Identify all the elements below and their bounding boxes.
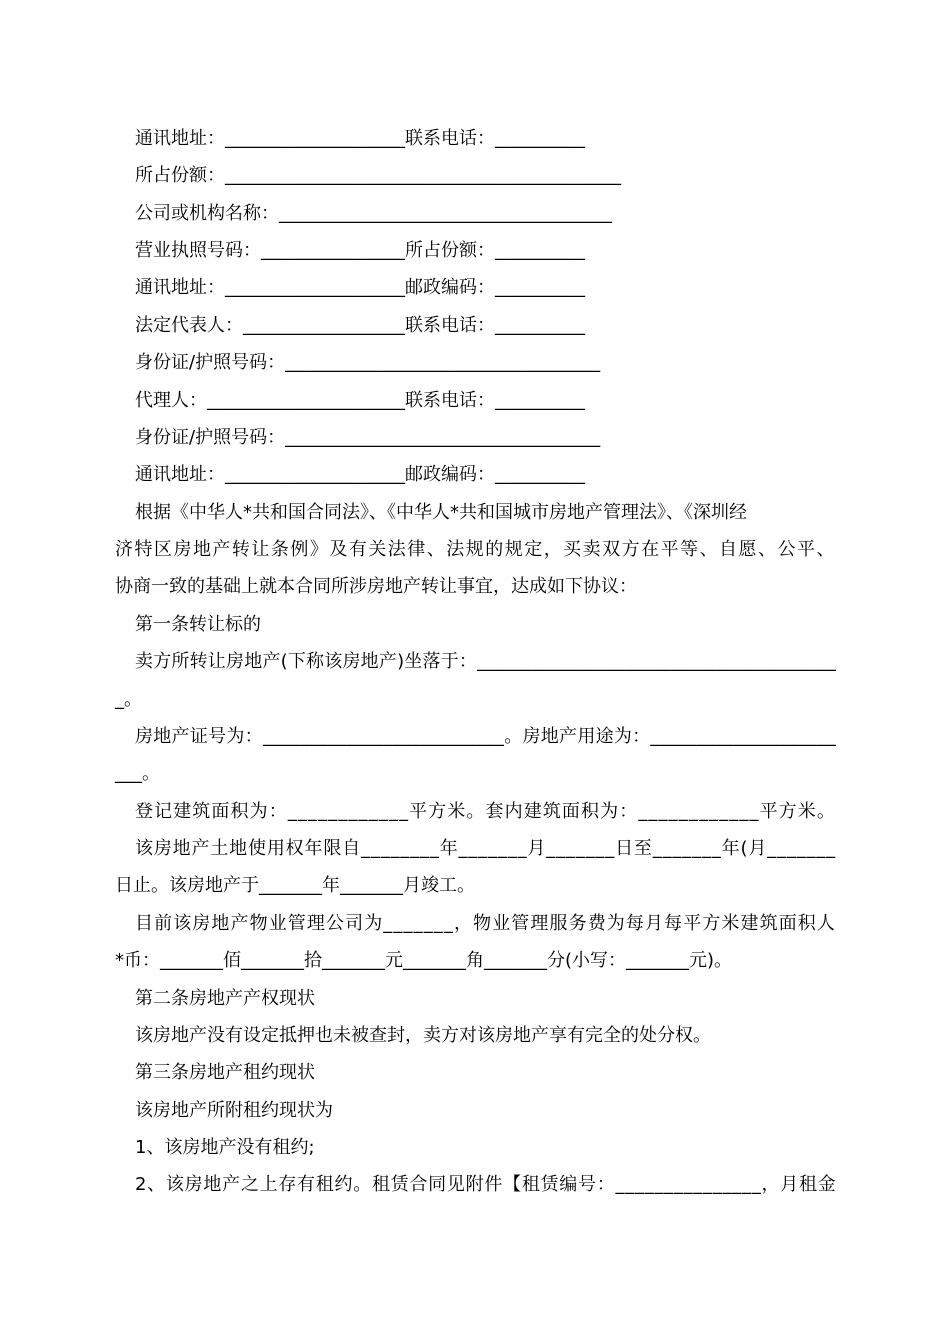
- lease-option-2: 2、该房地产之上存有租约。租赁合同见附件【租赁编号：_______________，月租金: [135, 1174, 837, 1195]
- agent-id-number: 身份证/护照号码：___________________________________: [135, 427, 601, 448]
- certificate-usage-end: ___。: [115, 763, 160, 784]
- preamble-line-1: 根据《中华人*共和国合同法》、《中华人*共和国城市房地产管理法》、《深圳经: [135, 502, 747, 523]
- lease-option-1: 1、该房地产没有租约;: [135, 1137, 315, 1158]
- company-address-postcode: 通讯地址：____________________邮政编码：__________: [135, 277, 585, 298]
- certificate-usage: 房地产证号为：__________________________。房地产用途为：____________________: [135, 726, 837, 747]
- property-location: 卖方所转让房地产(下称该房地产)坐落于：_______________________________________: [135, 651, 837, 672]
- article-3-heading: 第三条房地产租约现状: [135, 1062, 315, 1083]
- party-b-share: 所占份额：____________________________________________: [135, 165, 621, 186]
- property-management-fee: 目前该房地产物业管理公司为_______，物业管理服务费为每月每平方米建筑面积人: [135, 913, 836, 934]
- agent-phone: 代理人：______________________联系电话：__________: [135, 390, 585, 411]
- agent-address-postcode: 通讯地址：____________________邮政编码：__________: [135, 464, 585, 485]
- legal-representative-phone: 法定代表人：__________________联系电话：__________: [135, 315, 585, 336]
- land-use-term: 该房地产土地使用权年限自________年_______月_______日至_______年(月_______: [135, 838, 837, 859]
- legal-rep-id-number: 身份证/护照号码：___________________________________: [135, 352, 601, 373]
- property-location-end: _。: [115, 689, 142, 710]
- lease-status-intro: 该房地产所附租约现状为: [135, 1100, 333, 1121]
- business-license-share: 营业执照号码：________________所占份额：__________: [135, 240, 585, 261]
- party-b-address-phone: 通讯地址：____________________联系电话：__________: [135, 128, 585, 149]
- preamble-line-2: 济特区房地产转让条例》及有关法律、法规的规定，买卖双方在平等、自愿、公平、: [115, 539, 836, 560]
- management-fee-amount: *币：_______佰_______拾_______元_______角_______分(小写：_______元)。: [115, 950, 733, 971]
- article-1-heading: 第一条转让标的: [135, 614, 261, 635]
- building-area: 登记建筑面积为：____________平方米。套内建筑面积为：____________平方米。: [135, 801, 836, 822]
- preamble-line-3: 协商一致的基础上就本合同所涉房地产转让事宜，达成如下协议：: [115, 576, 637, 597]
- completion-date: 日止。该房地产于_______年_______月竣工。: [115, 875, 475, 896]
- article-2-heading: 第二条房地产产权现状: [135, 988, 315, 1009]
- property-title-status: 该房地产没有设定抵押也未被查封，卖方对该房地产享有完全的处分权。: [135, 1025, 711, 1046]
- company-name: 公司或机构名称：_____________________________________: [135, 203, 612, 224]
